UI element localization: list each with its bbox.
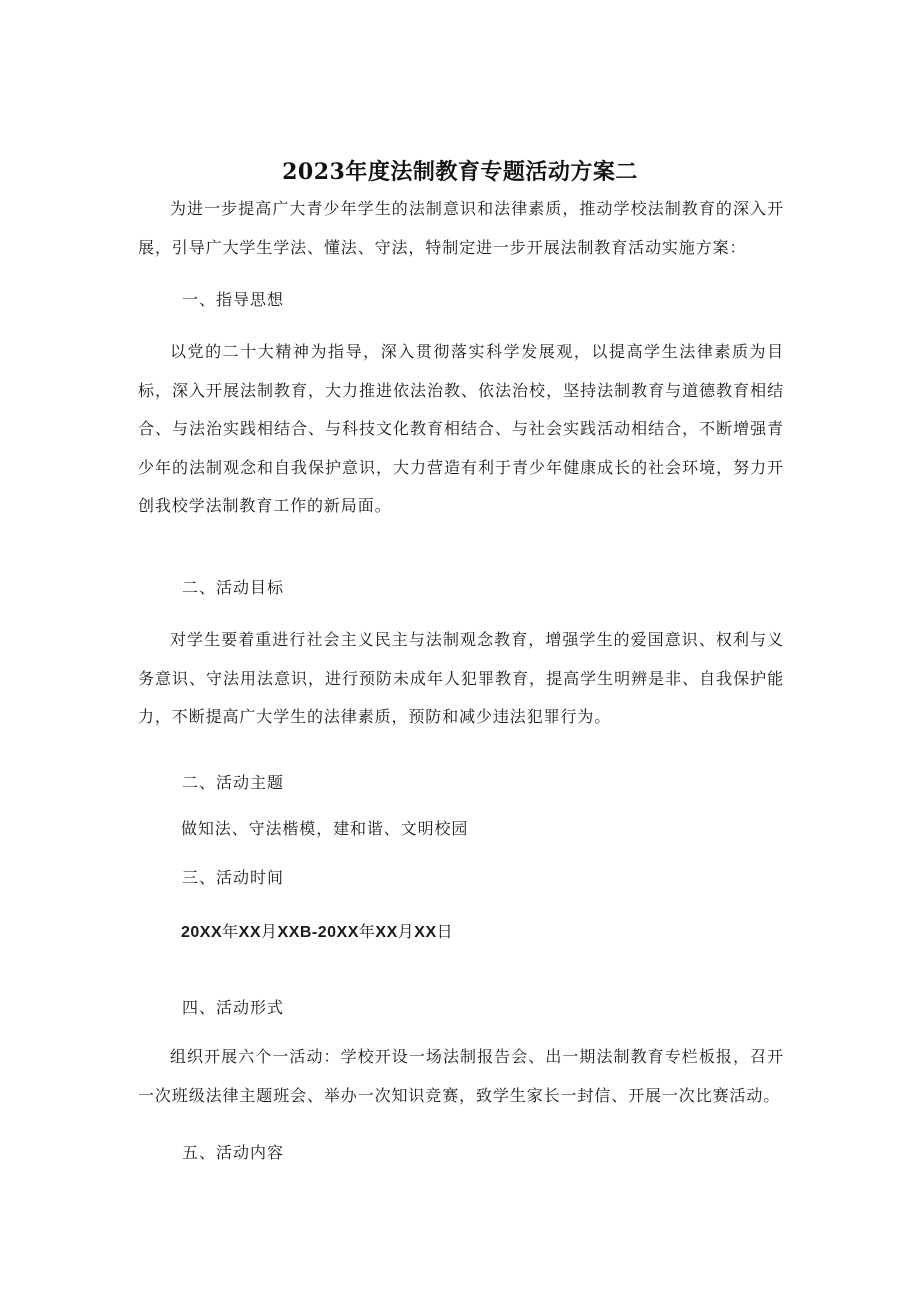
section-body-activity-theme: 做知法、守法楷模，建和谐、文明校园 xyxy=(181,819,469,838)
date-part: XXB-20XX xyxy=(277,924,359,941)
section-heading-activity-theme: 二、活动主题 xyxy=(182,773,285,792)
document-title: 2023年度法制教育专题活动方案二 xyxy=(282,158,638,185)
date-part: 年 xyxy=(222,922,239,941)
section-heading-activity-form: 四、活动形式 xyxy=(182,998,285,1017)
section-body-activity-form: 组织开展六个一活动：学校开设一场法制报告会、出一期法制教育专栏板报，召开一次班级法律主题班会、举办一次知识竞赛，致学生家长一封信、开展一次比赛活动。 xyxy=(138,1047,784,1105)
section-heading-activity-content: 五、活动内容 xyxy=(182,1143,285,1162)
date-part: 月 xyxy=(397,922,415,941)
section-body-guiding-ideology: 以党的二十大精神为指导，深入贯彻落实科学发展观，以提高学生法律素质为目标，深入开展法制教育，大力推进依法治教、依法治校，坚持法制教育与道德教育相结合、与法治实践相结合、与科技文化教育相结合、与社会实践活动相结合，不断增强青少年的法制观念和自我保护意识，大力营造有利于青少年健康成长的社会环境，努力开创我校学法制教育工作的新局面。 xyxy=(138,342,784,515)
date-part: 20XX xyxy=(181,924,223,941)
section-heading-activity-time: 三、活动时间 xyxy=(182,868,285,887)
date-part: 年 xyxy=(358,922,376,941)
date-part: XX xyxy=(238,924,261,941)
date-part: 月 xyxy=(261,922,278,941)
date-part: XX xyxy=(375,924,398,941)
intro-paragraph: 为进一步提高广大青少年学生的法制意识和法律素质，推动学校法制教育的深入开展，引导广大学生学法、懂法、守法，特制定进一步开展法制教育活动实施方案： xyxy=(138,199,784,257)
activity-date-range xyxy=(181,917,453,948)
section-heading-activity-goals: 二、活动目标 xyxy=(182,578,285,597)
date-part: 日 xyxy=(436,922,454,941)
section-heading-guiding-ideology: 一、指导思想 xyxy=(182,290,285,309)
section-body-activity-goals: 对学生要着重进行社会主义民主与法制观念教育，增强学生的爱国意识、权利与义务意识、守法用法意识，进行预防未成年人犯罪教育，提高学生明辨是非、自我保护能力，不断提高广大学生的法律素质，预防和减少违法犯罪行为。 xyxy=(138,630,784,726)
date-part: XX xyxy=(414,924,437,941)
